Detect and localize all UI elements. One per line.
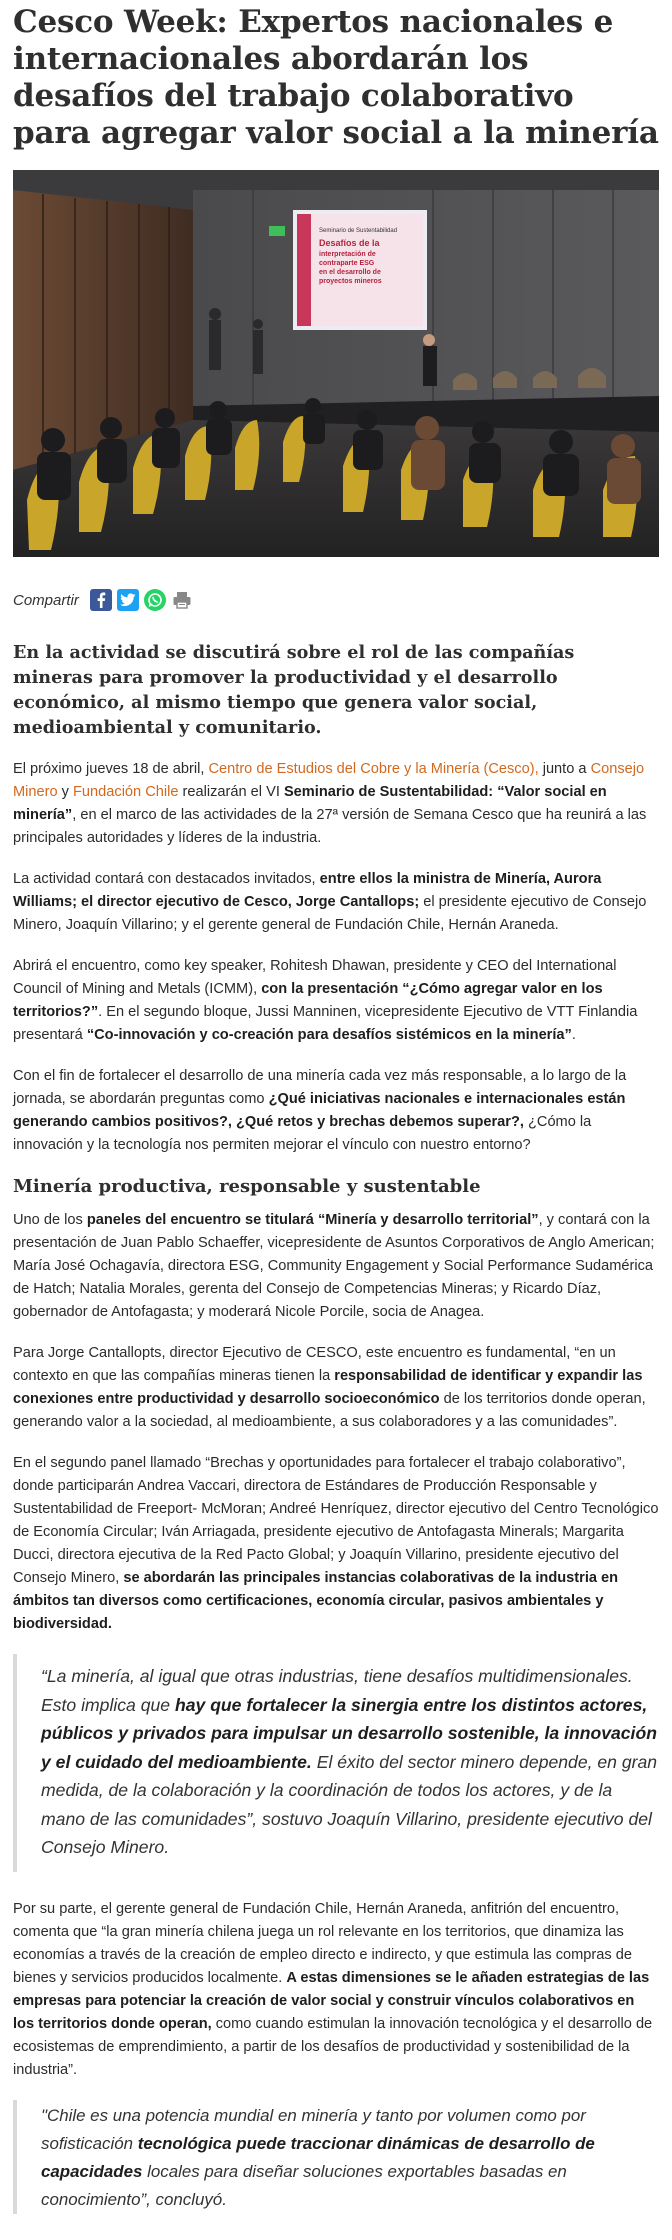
- twitter-icon[interactable]: [117, 589, 139, 611]
- share-label: Compartir: [13, 591, 79, 609]
- paragraph-8: [13, 1898, 659, 2082]
- text: "Chile es una potencia mundial en minería y tanto por volumen como por sofisticación: [41, 2105, 586, 2153]
- text: junto a: [538, 761, 591, 777]
- text: realizarán el VI: [178, 784, 284, 800]
- text: Para Jorge Cantallopts, director Ejecutivo de CESCO, este encuentro es fundamental, “en un contexto en que las compañías mineras tienen la: [13, 1345, 616, 1384]
- bold-text: tecnológica puede traccionar dinámicas de desarrollo de capacidades: [41, 2133, 595, 2181]
- paragraph-7: [13, 1452, 659, 1636]
- text: , y contará con la presentación de Juan Pablo Schaeffer, vicepresidente de Asuntos Corporativos de Anglo American; María José Ochagavía, directora ESG, Community Engagement y Social Performance Sudamérica de Hatch; Natalia Morales, gerenta del Consejo de Competencias Mineras; y Ricardo Díaz, gobernador de Antofagasta; y moderará Nicole Porcile, socia de Anagea.: [13, 1212, 655, 1320]
- screen-text-5: en el desarrollo de: [319, 269, 381, 276]
- text: locales para diseñar soluciones exportables basadas en conocimiento”, concluyó.: [41, 2161, 567, 2209]
- paragraph-3: [13, 955, 659, 1047]
- article-title: Cesco Week: Expertos nacionales e internacionales abordarán los desafíos del trabajo colaborativo para agregar valor social a la minería: [13, 4, 659, 151]
- screen-text-6: proyectos mineros: [319, 278, 382, 285]
- text: como cuando estimulan la innovación tecnológica y el desarrollo de ecosistemas de emprendimiento, a partir de los desafíos de productividad y sostenibilidad de la industria”.: [13, 2015, 653, 2078]
- share-bar: [13, 588, 659, 612]
- bold-text: con la presentación “¿Cómo agregar valor en los territorios?”: [13, 981, 603, 1020]
- screen-text-3: interpretación de: [319, 251, 376, 258]
- bold-text: paneles del encuentro se titulará “Minería y desarrollo territorial”: [86, 1212, 539, 1228]
- bold-text: responsabilidad de identificar y expandir las conexiones entre productividad y desarrollo socioeconómico: [13, 1368, 643, 1407]
- consejo-minero-link[interactable]: Consejo Minero: [13, 761, 645, 800]
- facebook-icon[interactable]: [90, 589, 112, 611]
- screen-text-4: contraparte ESG: [319, 260, 375, 267]
- article-lead: En la actividad se discutirá sobre el rol de las compañías mineras para promover la productividad y el desarrollo económico, al mismo tiempo que genera valor social, medioambiental y comunitario.: [13, 642, 575, 738]
- bold-text: A estas dimensiones se le añaden estrategias de las empresas para potenciar la creación de valor social y construir vínculos colaborativos en los territorios donde operan,: [13, 1969, 650, 2032]
- paragraph-6: [13, 1342, 659, 1434]
- paragraph-1: [13, 758, 659, 850]
- text: y: [57, 784, 74, 800]
- text: Uno de los: [13, 1212, 87, 1228]
- paragraph-5: [13, 1209, 659, 1324]
- bold-text: se abordarán las principales instancias colaborativas de la industria en ámbitos tan diversos como certificaciones, economía circular, pasivos ambientales y biodiversidad.: [13, 1570, 619, 1632]
- cesco-link[interactable]: Centro de Estudios del Cobre y la Minería (Cesco),: [208, 761, 539, 777]
- text: El próximo jueves 18 de abril,: [13, 761, 209, 777]
- text: . En el segundo bloque, Jussi Manninen, vicepresidente Ejecutivo de VTT Finlandia presentará: [13, 1004, 638, 1043]
- text: ¿Cómo la innovación y la tecnología nos permiten mejorar el vínculo con nuestro entorno?: [13, 1114, 592, 1153]
- text: Con el fin de fortalecer el desarrollo de una minería cada vez más responsable, a lo largo de la jornada, se abordarán preguntas como: [13, 1068, 627, 1107]
- text: .: [571, 1027, 576, 1043]
- bold-text: ¿Qué iniciativas nacionales e internacionales están generando cambios positivos?, ¿Qué retos y brechas debemos superar?,: [13, 1091, 626, 1130]
- screen-text-2: Desafíos de la: [319, 238, 380, 248]
- text: “La minería, al igual que otras industrias, tiene desafíos multidimensionales. Esto implica que: [41, 1666, 633, 1715]
- quote-araneda: [13, 2100, 659, 2214]
- conference-room-illustration: [13, 170, 659, 557]
- fundacion-chile-link[interactable]: Fundación Chile: [73, 784, 179, 800]
- bold-text: hay que fortalecer la sinergia entre los distintos actores, públicos y privados para impulsar un desarrollo sostenible, la innovación y el cuidado del medioambiente.: [41, 1694, 657, 1772]
- text: de los territorios donde operan, generando valor a la sociedad, al medioambiente, a sus colaboradores y a las comunidades”.: [13, 1391, 646, 1430]
- text: , en el marco de las actividades de la 27ª versión de Semana Cesco que ha reunirá a las principales autoridades y líderes de la industria.: [13, 807, 647, 846]
- print-icon[interactable]: [171, 589, 193, 611]
- bold-text: entre ellos la ministra de Minería, Aurora Williams; el director ejecutivo de Cesco, Jorge Cantallops;: [13, 871, 602, 910]
- text: La actividad contará con destacados invitados,: [13, 871, 320, 887]
- hero-photo: [13, 170, 659, 557]
- text: El éxito del sector minero depende, en gran medida, de la colaboración y la coordinación de todos los actores, y de la mano de las comunidades”, sostuvo Joaquín Villarino, presidente ejecutivo del Consejo Minero.: [41, 1751, 658, 1857]
- bold-text: “Co-innovación y co-creación para desafíos sistémicos en la minería”: [86, 1027, 572, 1043]
- bold-text: Seminario de Sustentabilidad: “Valor social en minería”: [13, 784, 607, 823]
- article-body: [13, 758, 659, 2214]
- quote-villarino: [13, 1654, 659, 1872]
- screen-text-1: Seminario de Sustentabilidad: [319, 228, 398, 234]
- whatsapp-icon[interactable]: [144, 589, 166, 611]
- text: En el segundo panel llamado “Brechas y oportunidades para fortalecer el trabajo colaborativo”, donde participarán Andrea Vaccari, directora de Estándares de Producción Responsable y Sustentabilidad de Freeport- McMoran; Andreé Henríquez, director ejecutivo del Centro Tecnológico de Economía Circular; Iván Arriagada, presidente ejecutivo de Antofagasta Minerals; Margarita Ducci, directora ejecutiva de la Red Pacto Global; y Joaquín Villarino, presidente ejecutivo del Consejo Minero,: [13, 1455, 659, 1586]
- text: Por su parte, el gerente general de Fundación Chile, Hernán Araneda, anfitrión del encuentro, comenta que “la gran minería chilena juega un rol relevante en los territorios, que dinamiza las economías a través de la creación de empleo directo e indirecto, y que estimula las compras de bienes y servicios producidos localmente.: [13, 1900, 632, 1986]
- text: el presidente ejecutivo de Consejo Minero, Joaquín Villarino; y el gerente general de Fundación Chile, Hernán Araneda.: [13, 894, 647, 933]
- paragraph-2: [13, 868, 659, 937]
- text: Abrirá el encuentro, como key speaker, Rohitesh Dhawan, presidente y CEO del International Council of Mining and Metals (ICMM),: [13, 958, 617, 997]
- section-heading: Minería productiva, responsable y sustentable: [13, 1176, 481, 1197]
- paragraph-4: [13, 1065, 659, 1157]
